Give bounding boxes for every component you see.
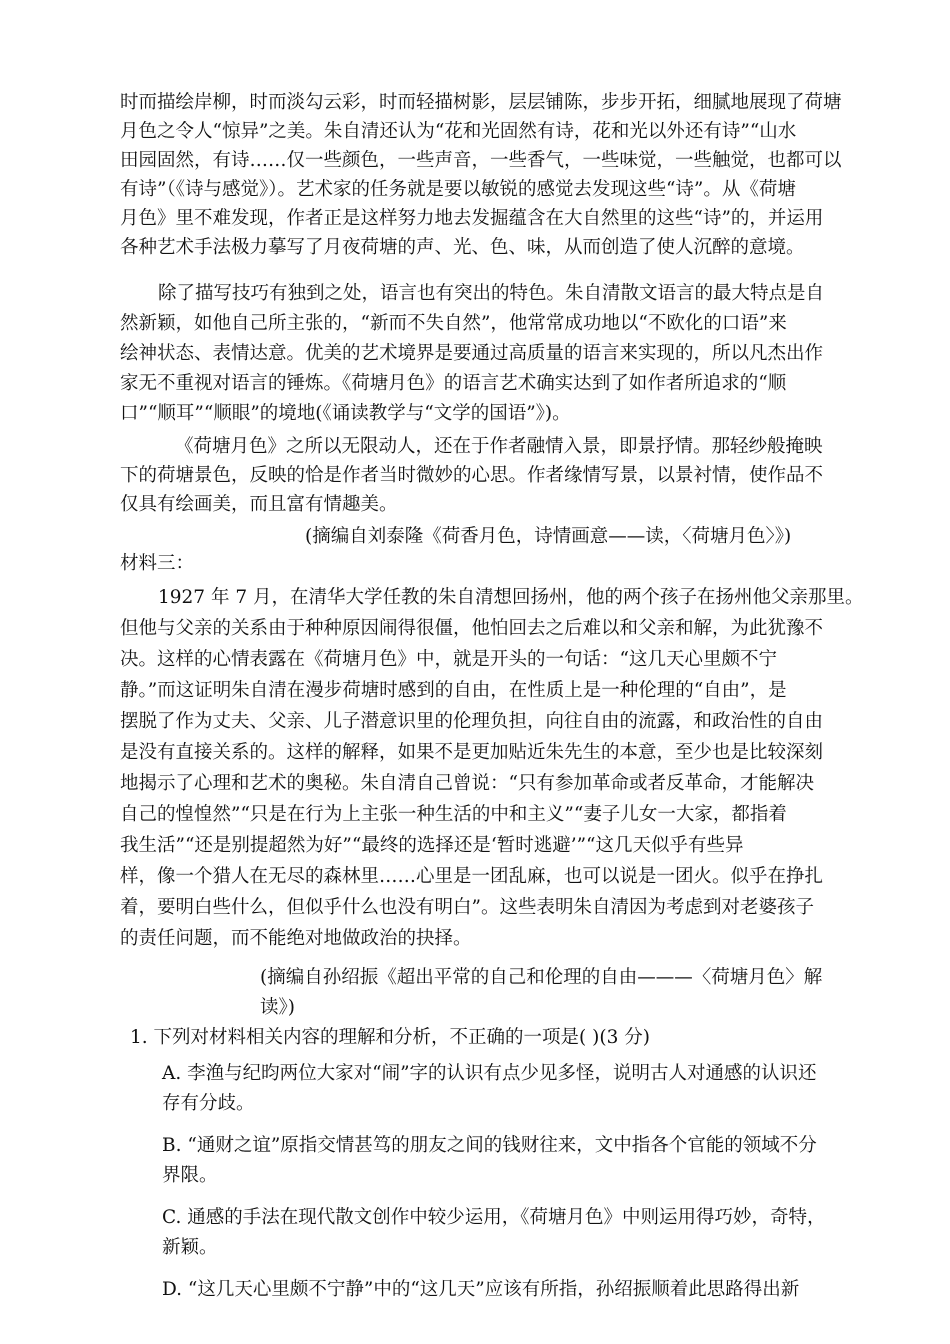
text-line: 下的荷塘景色，反映的恰是作者当时微妙的心思。作者缘情写景，以景衬情，使作品不 xyxy=(120,465,824,486)
text-line: 家无不重视对语言的锤炼。《荷塘月色》的语言艺术确实达到了如作者所追求的“顺 xyxy=(120,373,787,394)
text-line: 是没有直接关系的。这样的解释，如果不是更加贴近朱先生的本意，至少也是比较深刻 xyxy=(120,742,824,763)
text-line: 《荷塘月色》之所以无限动人，还在于作者融情入景，即景抒情。那轻纱般掩映 xyxy=(175,436,823,457)
text-line: 时而描绘岸柳，时而淡勾云彩，时而轻描树影，层层铺陈，步步开拓，细腻地展现了荷塘 xyxy=(120,92,842,113)
source-citation: (摘编自刘泰隆《荷香月色，诗情画意——读，〈荷塘月色〉》) xyxy=(305,526,792,547)
text-line: 1927 年 7 月，在清华大学任教的朱自清想回扬州，他的两个孩子在扬州他父亲那里。 xyxy=(158,587,864,608)
option-text: C. 通感的手法在现代散文创作中较少运用，《荷塘月色》中则运用得巧妙，奇特， xyxy=(162,1207,826,1228)
text-line: 我生活”“还是别提超然为好”“最终的选择还是‘暂时逃避’”“这几天似乎有些异 xyxy=(120,835,744,856)
text-line: 各种艺术手法极力摹写了月夜荷塘的声、光、色、味，从而创造了使人沉醉的意境。 xyxy=(120,237,805,258)
text-line: 月色之令人“惊异”之美。朱自清还认为“花和光固然有诗，花和光以外还有诗”“山水 xyxy=(120,121,797,142)
section-heading: 材料三： xyxy=(120,553,195,574)
option-text: D. “这几天心里颇不宁静”中的“这几天”应该有所指，孙绍振顺着此思路得出新 xyxy=(162,1279,800,1300)
text-line: 地揭示了心理和艺术的奥秘。朱自清自己曾说：“只有参加革命或者反革命，才能解决 xyxy=(120,773,814,794)
option-text: B. “通财之谊”原指交情甚笃的朋友之间的钱财往来，文中指各个官能的领域不分 xyxy=(162,1135,817,1156)
text-line: 绘神状态、表情达意。优美的艺术境界是要通过高质量的语言来实现的，所以凡杰出作 xyxy=(120,343,824,364)
source-line: (摘编自孙绍振《超出平常的自己和伦理的自由———〈荷塘月色〉解 xyxy=(260,967,823,988)
text-line: 仅具有绘画美，而且富有情趣美。 xyxy=(120,494,398,515)
text-line: 然新颖，如他自己所主张的，“新而不失自然”，他常常成功地以“不欧化的口语”来 xyxy=(120,313,787,334)
option-text: 存有分歧。 xyxy=(162,1093,255,1114)
text-line: 着，要明白些什么，但似乎什么也没有明白”。这些表明朱自清因为考虑到对老婆孩子 xyxy=(120,897,814,918)
text-line: 自己的惶惶然”“只是在行为上主张一种生活的中和主义”“妻子儿女一大家，都指着 xyxy=(120,804,787,825)
text-line: 口”“顺耳”“顺眼”的境地(《诵读教学与“文学的国语”》)。 xyxy=(120,403,571,424)
source-line: 读》) xyxy=(260,997,295,1018)
text-line: 静。”而这证明朱自清在漫步荷塘时感到的自由，在性质上是一种伦理的“自由”，是 xyxy=(120,680,787,701)
option-text: 新颖。 xyxy=(162,1237,218,1258)
text-line: 月色》里不难发现，作者正是这样努力地去发掘蕴含在大自然里的这些“诗”的，并运用 xyxy=(120,208,824,229)
text-line: 田园固然，有诗……仅一些颜色，一些声音，一些香气，一些味觉，一些触觉，也都可以 xyxy=(120,150,842,171)
question-stem: 1. 下列对材料相关内容的理解和分析，不正确的一项是( )(3 分) xyxy=(130,1027,650,1048)
text-line: 有诗”（《诗与感觉》）。艺术家的任务就是要以敏锐的感觉去发现这些“诗”。从《荷塘 xyxy=(120,179,796,200)
text-line: 的责任问题，而不能绝对地做政治的抉择。 xyxy=(120,928,472,949)
option-text: A. 李渔与纪昀两位大家对“闹”字的认识有点少见多怪，说明古人对通感的认识还 xyxy=(162,1063,817,1084)
option-text: 界限。 xyxy=(162,1165,218,1186)
text-line: 摆脱了作为丈夫、父亲、儿子潜意识里的伦理负担，向往自由的流露，和政治性的自由 xyxy=(120,711,824,732)
text-line: 但他与父亲的关系由于种种原因闹得很僵，他怕回去之后难以和父亲和解，为此犹豫不 xyxy=(120,618,824,639)
text-line: 决。这样的心情表露在《荷塘月色》中，就是开头的一句话：“这几天心里颇不宁 xyxy=(120,649,777,670)
text-line: 除了描写技巧有独到之处，语言也有突出的特色。朱自清散文语言的最大特点是自 xyxy=(158,283,825,304)
text-line: 样，像一个猎人在无尽的森林里……心里是一团乱麻，也可以说是一团火。似乎在挣扎 xyxy=(120,866,824,887)
